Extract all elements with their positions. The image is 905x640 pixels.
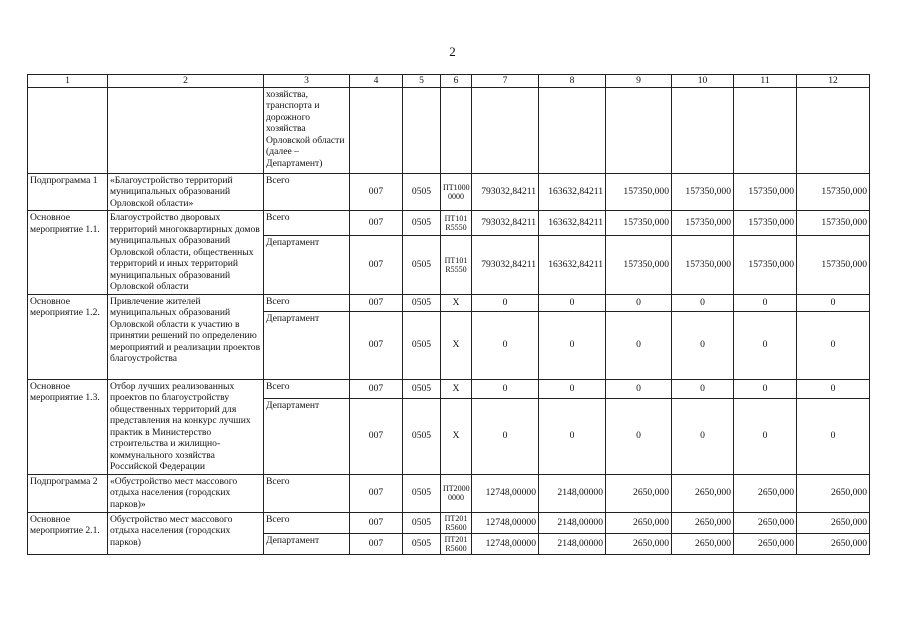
amount-cell: 2650,000 [734,474,797,512]
amount-cell: 2650,000 [606,474,672,512]
program-name-cell: Основное мероприятие 1.1. [28,211,108,295]
amount-cell: 0 [472,379,539,398]
amount-cell: 2650,000 [797,474,870,512]
table-cell [734,87,797,173]
amount-cell: 12748,00000 [472,512,539,533]
target-article-cell: X [441,311,472,379]
column-header: 2 [108,75,264,88]
column-header: 7 [472,75,539,88]
program-description-cell: «Обустройство мест массового отдыха населения (городских парков)» [108,474,264,512]
program-name-cell: Основное мероприятие 1.2. [28,294,108,379]
column-header: 10 [672,75,734,88]
amount-cell: 0 [606,311,672,379]
column-header: 4 [350,75,403,88]
amount-cell: 0 [672,398,734,474]
amount-cell: 163632,84211 [539,236,606,295]
section-code-cell: 0505 [403,294,441,311]
column-header: 12 [797,75,870,88]
grbs-code-cell: 007 [350,211,403,236]
column-header: 3 [264,75,350,88]
executor-cell: Всего [264,294,350,311]
table-row [28,379,870,398]
section-code-cell: 0505 [403,398,441,474]
amount-cell: 157350,000 [797,211,870,236]
amount-cell: 2650,000 [734,533,797,554]
grbs-code-cell: 007 [350,398,403,474]
amount-cell: 0 [797,294,870,311]
amount-cell: 2650,000 [606,512,672,533]
executor-cell: Департамент [264,236,350,295]
target-article-cell: ПТ201 R5600 [441,533,472,554]
target-article-cell: ПТ101 R5550 [441,236,472,295]
amount-cell: 0 [472,398,539,474]
program-name-cell: Подпрограмма 1 [28,173,108,211]
table-row [28,512,870,533]
amount-cell: 157350,000 [672,173,734,211]
program-description-cell: Обустройство мест массового отдыха населения (городских парков) [108,512,264,555]
column-header: 5 [403,75,441,88]
target-article-cell: X [441,379,472,398]
amount-cell: 2650,000 [734,512,797,533]
amount-cell: 0 [734,398,797,474]
amount-cell: 157350,000 [797,236,870,295]
target-article-cell: ПТ1000 0000 [441,173,472,211]
amount-cell: 0 [472,311,539,379]
amount-cell: 0 [539,379,606,398]
grbs-code-cell: 007 [350,533,403,554]
amount-cell: 0 [797,379,870,398]
amount-cell: 0 [672,294,734,311]
target-article-cell: ПТ201 R5600 [441,512,472,533]
amount-cell: 0 [672,311,734,379]
section-code-cell: 0505 [403,236,441,295]
amount-cell: 0 [734,311,797,379]
amount-cell: 163632,84211 [539,211,606,236]
column-header: 11 [734,75,797,88]
table-cell [606,87,672,173]
table-row [28,474,870,512]
section-code-cell: 0505 [403,533,441,554]
header-row [28,75,870,88]
column-header: 8 [539,75,606,88]
grbs-code-cell: 007 [350,236,403,295]
executor-cell: Всего [264,512,350,533]
amount-cell: 2650,000 [672,474,734,512]
grbs-code-cell: 007 [350,379,403,398]
section-code-cell: 0505 [403,512,441,533]
amount-cell: 2650,000 [606,533,672,554]
amount-cell: 793032,84211 [472,236,539,295]
table-cell [472,87,539,173]
amount-cell: 793032,84211 [472,211,539,236]
table-cell [108,87,264,173]
table-row [28,294,870,311]
program-description-cell: Привлечение жителей муниципальных образований Орловской области к участию в принятии решений по определению мероприятий и реализации проектов благоустройства [108,294,264,379]
amount-cell: 0 [797,398,870,474]
amount-cell: 157350,000 [672,211,734,236]
section-code-cell: 0505 [403,311,441,379]
program-name-cell: Основное мероприятие 2.1. [28,512,108,555]
amount-cell: 0 [672,379,734,398]
amount-cell: 163632,84211 [539,173,606,211]
program-description-cell: Благоустройство дворовых территорий многоквартирных домов муниципальных образований Орловской области, общественных территорий и иных территорий муниципальных образований Орловской области [108,211,264,295]
amount-cell: 0 [797,311,870,379]
section-code-cell: 0505 [403,173,441,211]
amount-cell: 0 [539,311,606,379]
target-article-cell: ПТ101 R5550 [441,211,472,236]
executor-cell: Департамент [264,398,350,474]
column-header: 6 [441,75,472,88]
executor-cell: Департамент [264,533,350,554]
table-cell [350,87,403,173]
amount-cell: 2650,000 [797,512,870,533]
amount-cell: 0 [734,294,797,311]
executor-cell: Департамент [264,311,350,379]
grbs-code-cell: 007 [350,173,403,211]
column-header: 9 [606,75,672,88]
table-row [28,211,870,236]
table-cell [28,87,108,173]
table-row [28,173,870,211]
amount-cell: 0 [734,379,797,398]
section-code-cell: 0505 [403,474,441,512]
amount-cell: 157350,000 [606,211,672,236]
table-cell [441,87,472,173]
amount-cell: 157350,000 [734,236,797,295]
executor-cell: Всего [264,211,350,236]
responsible-executor-cell: хозяйства, транспорта и дорожного хозяйства Орловской области (далее – Департамент) [264,87,350,173]
amount-cell: 12748,00000 [472,474,539,512]
column-header: 1 [28,75,108,88]
table-cell [539,87,606,173]
grbs-code-cell: 007 [350,311,403,379]
table-cell [672,87,734,173]
program-description-cell: Отбор лучших реализованных проектов по благоустройству общественных территорий для представления на конкурс лучших практик в Министерство строительства и жилищно-коммунального хозяйства Российской Федерации [108,379,264,474]
executor-cell: Всего [264,474,350,512]
program-description-cell: «Благоустройство территорий муниципальных образований Орловской области» [108,173,264,211]
amount-cell: 157350,000 [606,236,672,295]
grbs-code-cell: 007 [350,474,403,512]
target-article-cell: ПТ2000 0000 [441,474,472,512]
amount-cell: 793032,84211 [472,173,539,211]
amount-cell: 157350,000 [734,211,797,236]
target-article-cell: X [441,398,472,474]
continuation-row [28,87,870,173]
section-code-cell: 0505 [403,379,441,398]
budget-table [27,74,870,555]
grbs-code-cell: 007 [350,512,403,533]
amount-cell: 157350,000 [797,173,870,211]
amount-cell: 2148,00000 [539,474,606,512]
amount-cell: 157350,000 [606,173,672,211]
amount-cell: 0 [606,398,672,474]
amount-cell: 157350,000 [672,236,734,295]
program-name-cell: Основное мероприятие 1.3. [28,379,108,474]
amount-cell: 0 [472,294,539,311]
executor-cell: Всего [264,379,350,398]
table-cell [403,87,441,173]
amount-cell: 0 [606,379,672,398]
amount-cell: 0 [606,294,672,311]
program-name-cell: Подпрограмма 2 [28,474,108,512]
grbs-code-cell: 007 [350,294,403,311]
target-article-cell: X [441,294,472,311]
page-number: 2 [449,44,456,59]
amount-cell: 157350,000 [734,173,797,211]
amount-cell: 2148,00000 [539,533,606,554]
amount-cell: 0 [539,398,606,474]
table-cell [797,87,870,173]
executor-cell: Всего [264,173,350,211]
amount-cell: 2148,00000 [539,512,606,533]
amount-cell: 2650,000 [797,533,870,554]
amount-cell: 0 [539,294,606,311]
amount-cell: 2650,000 [672,533,734,554]
section-code-cell: 0505 [403,211,441,236]
amount-cell: 2650,000 [672,512,734,533]
amount-cell: 12748,00000 [472,533,539,554]
